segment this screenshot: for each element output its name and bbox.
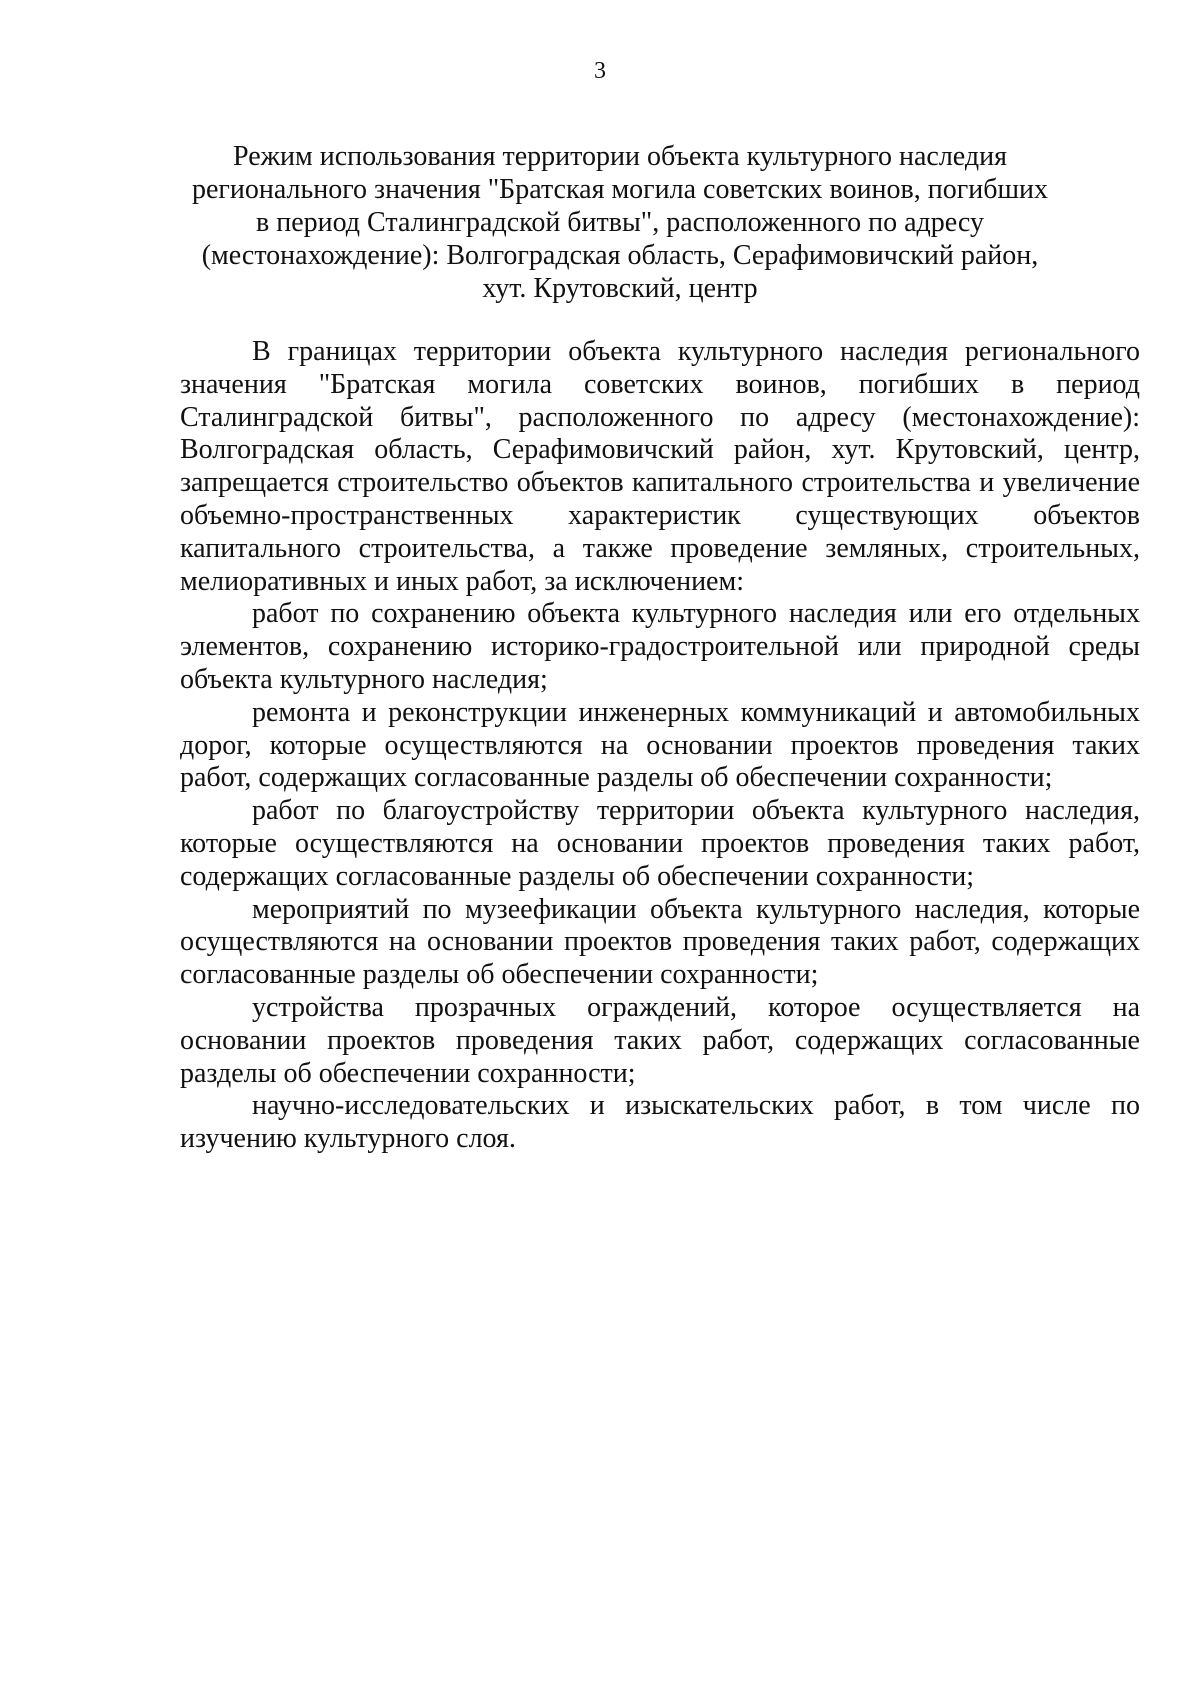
exception-item: работ по сохранению объекта культурного наследия или его отдельных элементов, сохранению историко-градостроительной или природной среды объекта культурного наследия; (180, 598, 1140, 695)
exception-item: научно-исследовательских и изыскательских работ, в том числе по изучению культурного слоя. (180, 1090, 1140, 1155)
title-line: хут. Крутовский, центр (482, 273, 758, 304)
intro-paragraph: В границах территории объекта культурного наследия регионального значения "Братская могила советских воинов, погибших в период Сталинградской битвы", расположенного по адресу (местонахождение): Волгоградская область, Серафимовичский район, хут. Крутовский, центр, запрещается строительство объектов капитального строительства и увеличение объемно-пространственных характеристик существующих объектов капитального строительства, а также проведение земляных, строительных, мелиоративных и иных работ, за исключением: (180, 336, 1140, 597)
exception-item: устройства прозрачных ограждений, которое осуществляется на основании проектов проведения таких работ, содержащих согласованные разделы об обеспечении сохранности; (180, 991, 1140, 1089)
title-line: в период Сталинградской битвы", расположенного по адресу (256, 207, 984, 238)
exception-item: мероприятий по музеефикации объекта культурного наследия, которые осуществляются на основании проектов проведения таких работ, содержащих согласованные разделы об обеспечении сохранности; (180, 893, 1140, 991)
document-title (180, 140, 1060, 305)
title-line: Режим использования территории объекта культурного наследия (233, 141, 1007, 172)
title-line: регионального значения "Братская могила советских воинов, погибших (191, 174, 1049, 205)
exception-item: ремонта и реконструкции инженерных коммуникаций и автомобильных дорог, которые осуществляются на основании проектов проведения таких работ, содержащих согласованные разделы об обеспечении сохранности; (180, 696, 1140, 794)
exception-item: работ по благоустройству территории объекта культурного наследия, которые осуществляются на основании проектов проведения таких работ, содержащих согласованные разделы об обеспечении сохранности; (180, 795, 1140, 892)
document-body (180, 336, 1140, 1156)
title-line: (местонахождение): Волгоградская область, Серафимовичский район, (201, 240, 1039, 271)
page-number: 3 (594, 58, 606, 84)
